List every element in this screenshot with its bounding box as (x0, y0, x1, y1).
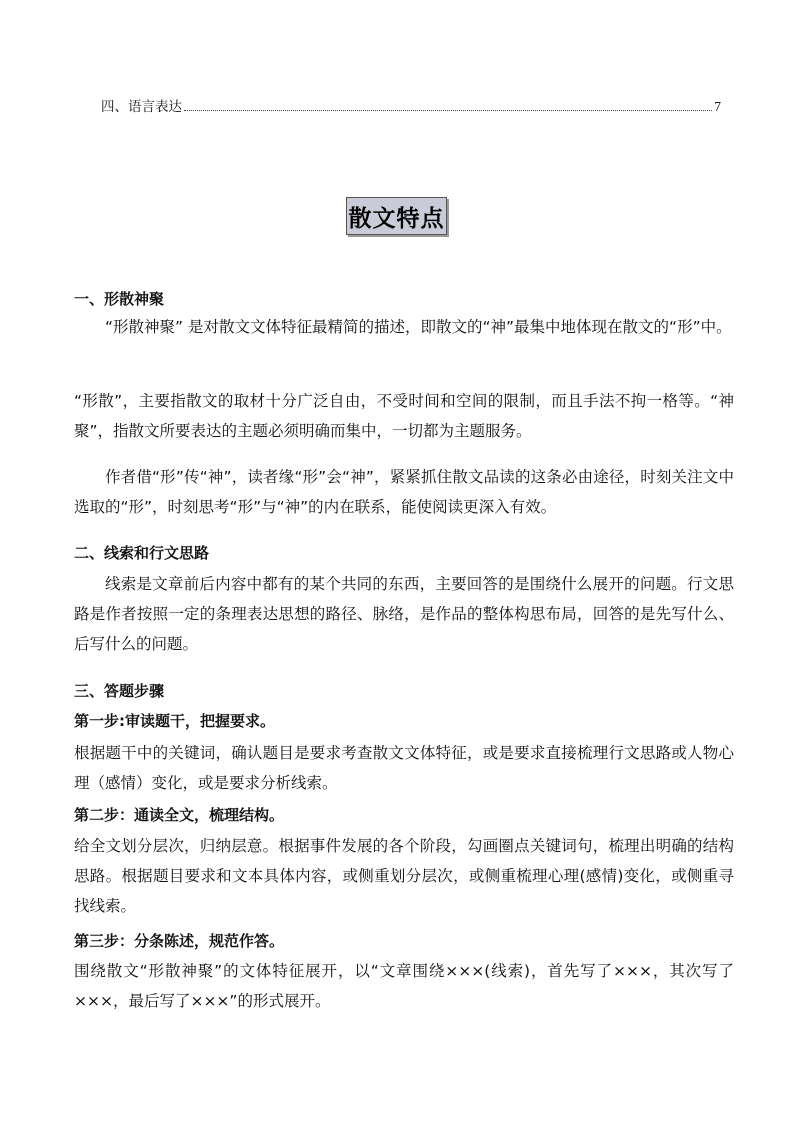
section2-paragraph-1: 线索是文章前后内容中都有的某个共同的东西，主要回答的是围绕什么展开的问题。行文思路是作者按照一定的条理表达思想的路径、脉络，是作品的整体构思布局，回答的是先写什么、后写什么的问题。 (74, 575, 734, 653)
step3-text: 围绕散文“形散神聚”的文体特征展开，以“文章围绕×××(线索)，首先写了×××，其次写了×××，最后写了×××”的形式展开。 (74, 962, 734, 1010)
toc-entry[interactable] (101, 93, 721, 115)
toc-leader-dots (184, 109, 712, 111)
section1-heading: 一、形散神聚 (74, 290, 165, 308)
section3-heading: 三、答题步骤 (74, 682, 165, 700)
section1-paragraph-2: “形散”，主要指散文的取材十分广泛自由，不受时间和空间的限制，而且手法不拘一格等。“神聚”，指散文所要表达的主题必须明确而集中，一切都为主题服务。 (74, 392, 734, 440)
step3-title: 第三步：分条陈述，规范作答。 (74, 932, 285, 950)
page-title-box (346, 197, 447, 235)
step2-text: 给全文划分层次，归纳层意。根据事件发展的各个阶段，勾画圈点关键词句，梳理出明确的结构思路。根据题目要求和文本具体内容，或侧重划分层次，或侧重梳理心理(感情)变化，或侧重寻找线索。 (74, 837, 734, 915)
section1-paragraph-1: “形散神聚” 是对散文文体特征最精简的描述，即散文的“神”最集中地体现在散文的“形”中。 (105, 318, 732, 336)
section1-paragraph-3: 作者借“形”传“神”，读者缘“形”会“神”，紧紧抓住散文品读的这条必由途径，时刻关注文中选取的“形”，时刻思考“形”与“神”的内在联系，能使阅读更深入有效。 (74, 468, 734, 516)
section2-heading: 二、线索和行文思路 (74, 544, 210, 562)
step1-text: 根据题干中的关键词，确认题目是要求考查散文文体特征，或是要求直接梳理行文思路或人物心理（感情）变化，或是要求分析线索。 (74, 744, 734, 792)
step1-title: 第一步:审读题干，把握要求。 (74, 712, 275, 730)
toc-page-number: 7 (714, 99, 721, 114)
step2-title: 第二步：通读全文，梳理结构。 (74, 806, 285, 824)
toc-label: 四、语言表达 (101, 99, 182, 115)
page-title: 散文特点 (348, 205, 445, 232)
